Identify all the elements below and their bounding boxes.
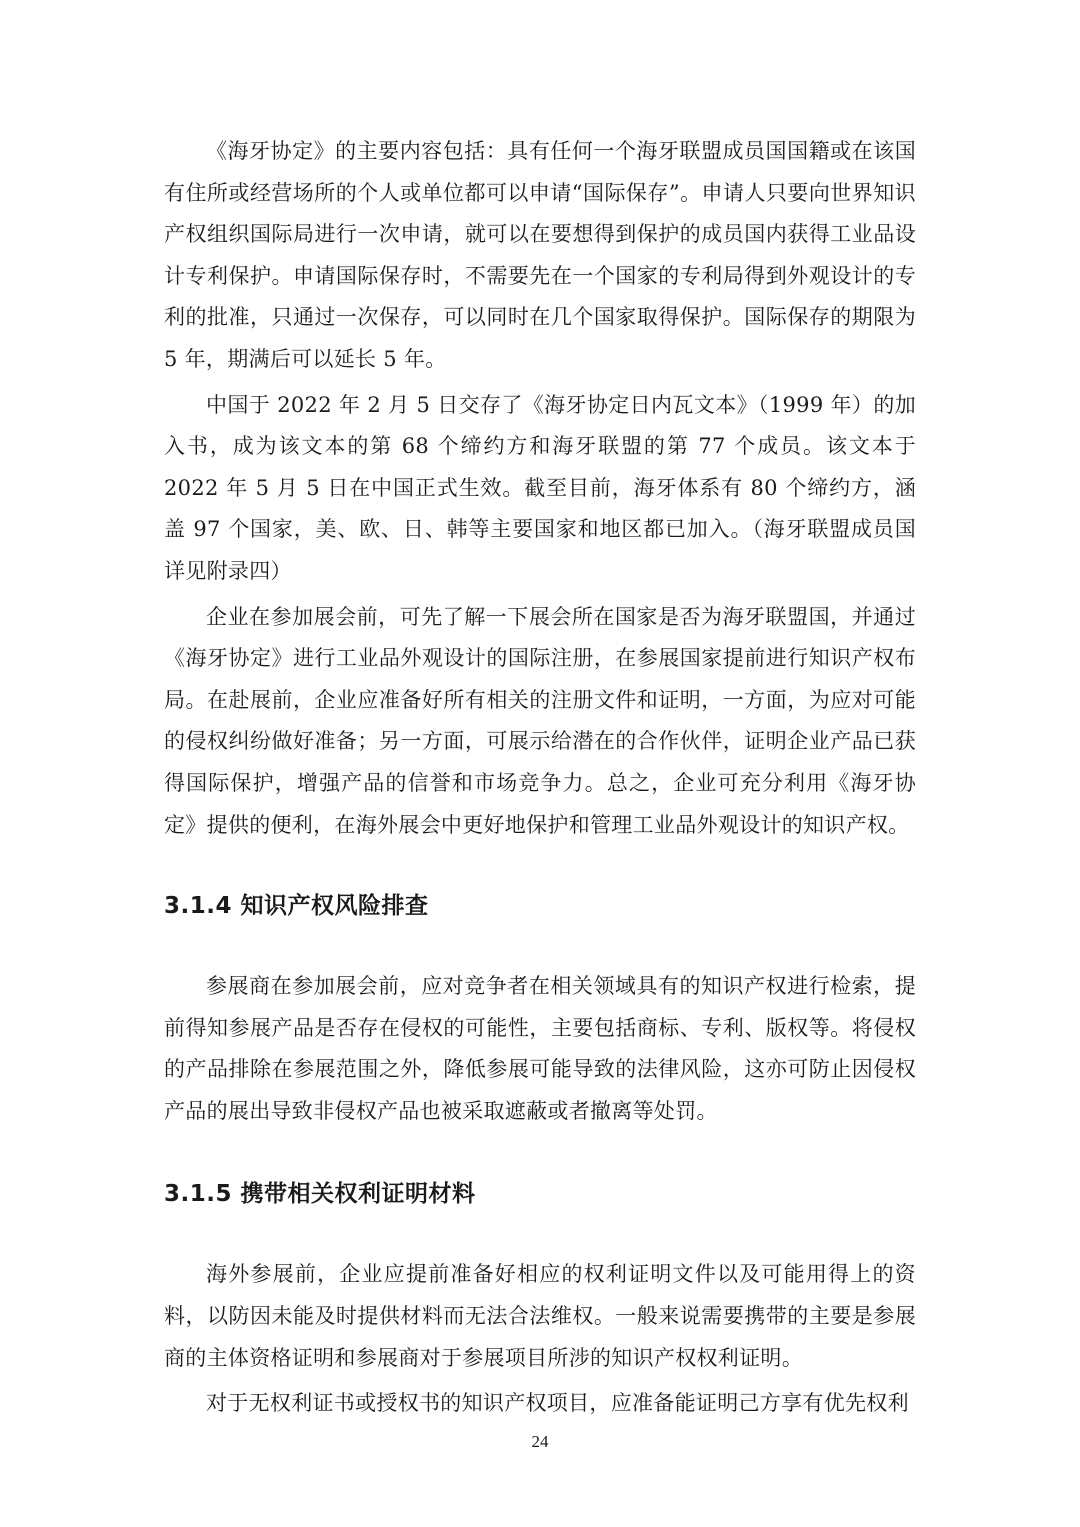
section-heading-3-1-5: 3.1.5 携带相关权利证明材料 — [164, 1181, 476, 1208]
paragraph-priority-rights: 对于无权利证书或授权书的知识产权项目，应准备能证明己方享有优先权利 — [206, 1391, 909, 1416]
page-body — [164, 131, 916, 1429]
paragraph-risk-screening: 参展商在参加展会前，应对竞争者在相关领域具有的知识产权进行检索，提前得知参展产品是否存在侵权的可能性，主要包括商标、专利、版权等。将侵权的产品排除在参展范围之外，降低参展可能导致的法律风险，这亦可防止因侵权产品的展出导致非侵权产品也被采取遮蔽或者撤离等处罚。 — [164, 974, 916, 1123]
page-number: 24 — [531, 1432, 549, 1451]
paragraph-carry-materials: 海外参展前，企业应提前准备好相应的权利证明文件以及可能用得上的资料，以防因未能及时提供材料而无法合法维权。一般来说需要携带的主要是参展商的主体资格证明和参展商对于参展项目所涉的知识产权权利证明。 — [164, 1262, 916, 1370]
paragraph-enterprise-advice: 企业在参加展会前，可先了解一下展会所在国家是否为海牙联盟国，并通过《海牙协定》进行工业品外观设计的国际注册，在参展国家提前进行知识产权布局。在赴展前，企业应准备好所有相关的注册文件和证明，一方面，为应对可能的侵权纠纷做好准备；另一方面，可展示给潜在的合作伙伴，证明企业产品已获得国际保护，增强产品的信誉和市场竞争力。总之，企业可充分利用《海牙协定》提供的便利，在海外展会中更好地保护和管理工业品外观设计的知识产权。 — [164, 604, 916, 837]
paragraph-hague-content: 《海牙协定》的主要内容包括：具有任何一个海牙联盟成员国国籍或在该国有住所或经营场所的个人或单位都可以申请“国际保存”。申请人只要向世界知识产权组织国际局进行一次申请，就可以在要想得到保护的成员国内获得工业品设计专利保护。申请国际保存时，不需要先在一个国家的专利局得到外观设计的专利的批准，只通过一次保存，可以同时在几个国家取得保护。国际保存的期限为 5 年，期满后可以延长 5 年。 — [164, 139, 916, 371]
section-heading-3-1-4: 3.1.4 知识产权风险排查 — [164, 893, 429, 920]
paragraph-china-accession: 中国于 2022 年 2 月 5 日交存了《海牙协定日内瓦文本》（1999 年）的加入书，成为该文本的第 68 个缔约方和海牙联盟的第 77 个成员。该文本于 2022 年 5 月 5 日在中国正式生效。截至目前，海牙体系有 80 个缔约方，涵盖 97 个国家，美、欧、日、韩等主要国家和地区都已加入。（海牙联盟成员国详见附录四） — [164, 392, 916, 583]
